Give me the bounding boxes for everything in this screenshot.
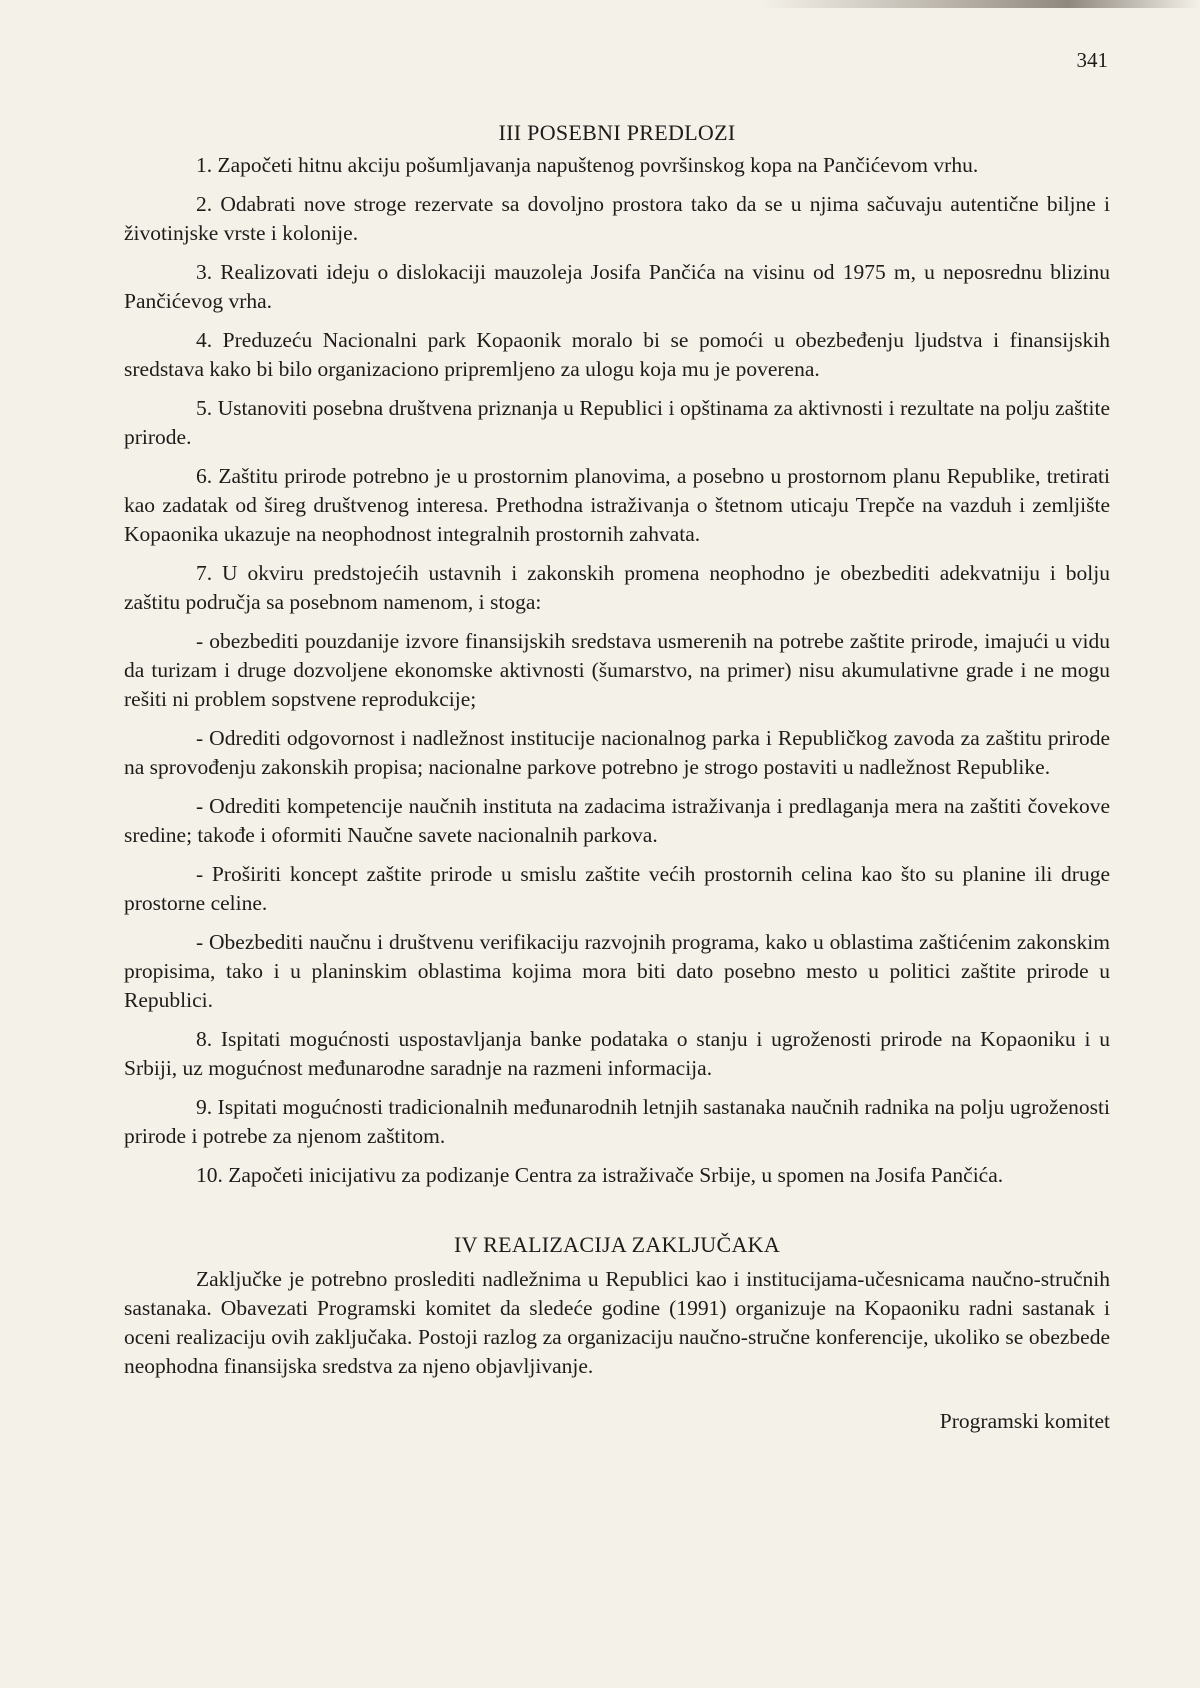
realization-paragraph: Zaključke je potrebno proslediti nadležnima u Republici kao i institucijama-učesnicama naučno-stručnih sastanaka. Obavezati Programski komitet da sledeće godine (1991) organizuje na Kopaoniku radni sastanak i oceni realizaciju ovih zaključaka. Postoji razlog za organizaciju naučno-stručne konferencije, ukoliko se obezbede neophodna finansijska sredstva za njeno objavljivanje.	[124, 1267, 1110, 1378]
proposal-subitem: - Odrediti odgovornost i nadležnost institucije nacionalnog parka i Republičkog zavoda za zaštitu prirode na sprovođenju zakonskih propisa; nacionalne parkove potrebno je strogo postaviti u nadležnost Republike.	[124, 726, 1110, 779]
proposal-item-6: 6. Zaštitu prirode potrebno je u prostornim planovima, a posebno u prostornom planu Republike, tretirati kao zadatak od šireg društvenog interesa. Prethodna istraživanja o štetnom uticaju Trepče na vazduh i zemljište Kopaonika ukazuje na neophodnost integralnih prostornih zahvata.	[124, 464, 1110, 546]
page-number: 341	[1076, 48, 1108, 72]
proposal-item-4: 4. Preduzeću Nacionalni park Kopaonik moralo bi se pomoći u obezbeđenju ljudstva i finansijskih sredstava kako bi bilo organizaciono pripremljeno za ulogu koja mu je poverena.	[124, 328, 1110, 381]
section-heading-realizacija-zakljucaka: IV REALIZACIJA ZAKLJUČAKA	[453, 1232, 781, 1257]
proposal-subitem: - Odrediti kompetencije naučnih instituta na zadacima istraživanja i predlaganja mera na zaštiti čovekove sredine; takođe i oformiti Naučne savete nacionalnih parkova.	[124, 794, 1110, 847]
proposal-item-5: 5. Ustanoviti posebna društvena priznanja u Republici i opštinama za aktivnosti i rezultate na polju zaštite prirode.	[124, 396, 1110, 449]
proposal-subitem: - obezbediti pouzdanije izvore finansijskih sredstava usmerenih na potrebe zaštite prirode, imajući u vidu da turizam i druge dozvoljene ekonomske aktivnosti (šumarstvo, na primer) nisu akumulativne grade i ne mogu rešiti ni problem sopstvene reprodukcije;	[124, 629, 1110, 711]
proposal-item-9: 9. Ispitati mogućnosti tradicionalnih međunarodnih letnjih sastanaka naučnih radnika na polju ugroženosti prirode i potrebe za njenom zaštitom.	[124, 1095, 1110, 1148]
proposal-item-7: 7. U okviru predstojećih ustavnih i zakonskih promena neophodno je obezbediti adekvatniju i bolju zaštitu područja sa posebnom namenom, i stoga:	[124, 561, 1110, 614]
proposal-item-10: 10. Započeti inicijativu za podizanje Centra za istraživače Srbije, u spomen na Josifa Pančića.	[196, 1163, 1004, 1187]
page-body	[124, 118, 1110, 1436]
proposal-item-3: 3. Realizovati ideju o dislokaciji mauzoleja Josifa Pančića na visinu od 1975 m, u neposrednu blizinu Pančićevog vrha.	[124, 260, 1110, 313]
proposal-item-8: 8. Ispitati mogućnosti uspostavljanja banke podataka o stanju i ugroženosti prirode na Kopaoniku i u Srbiji, uz mogućnost međunarodne saradnje na razmeni informacija.	[124, 1027, 1110, 1080]
proposal-item-1: 1. Započeti hitnu akciju pošumljavanja napuštenog površinskog kopa na Pančićevom vrhu.	[196, 153, 979, 177]
section-heading-posebni-predlozi: III POSEBNI PREDLOZI	[498, 120, 736, 145]
proposal-subitem: - Obezbediti naučnu i društvenu verifikaciju razvojnih programa, kako u oblastima zaštićenim zakonskim propisima, tako i u planinskim oblastima kojima mora biti dato posebno mesto u politici zaštite prirode u Republici.	[124, 930, 1110, 1012]
proposal-subitem: - Proširiti koncept zaštite prirode u smislu zaštite većih prostornih celina kao što su planine ili druge prostorne celine.	[124, 862, 1110, 915]
proposal-item-2: 2. Odabrati nove stroge rezervate sa dovoljno prostora tako da se u njima sačuvaju autentične biljne i životinjske vrste i kolonije.	[124, 192, 1110, 245]
scan-artifact	[760, 0, 1200, 8]
signature: Programski komitet	[939, 1409, 1110, 1433]
